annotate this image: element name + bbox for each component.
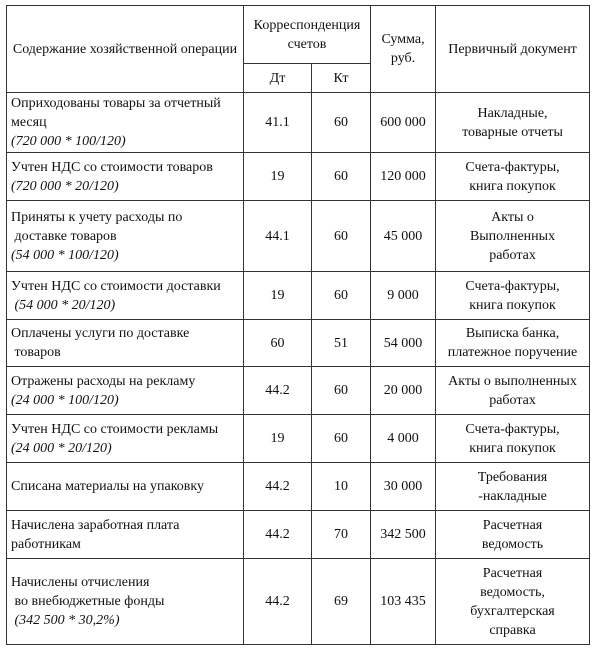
primary-document: [436, 559, 590, 645]
operation-cell: [7, 415, 244, 463]
calculation-formula: (54 000 * 100/120): [11, 247, 119, 263]
operation-cell: [7, 320, 244, 367]
primary-document: [436, 415, 590, 463]
document-text: Счета-фактуры,: [465, 278, 560, 294]
document-text: Счета-фактуры,: [465, 159, 560, 175]
calculation-formula: (24 000 * 100/120): [11, 392, 119, 408]
document-text: Выписка банка,: [465, 326, 560, 341]
document-text: платежное поручение: [447, 345, 578, 360]
table-row: [7, 93, 590, 153]
operation-cell: [7, 559, 244, 645]
calculation-formula: (24 000 * 20/120): [11, 440, 112, 456]
amount: 103 435: [371, 559, 436, 645]
document-text: книга покупок: [469, 297, 556, 313]
operation-cell: [7, 153, 244, 201]
operation-text: Оприходованы товары за отчетный: [11, 96, 221, 111]
amount: 4 000: [371, 415, 436, 463]
document-text: бухгалтерская: [470, 603, 555, 619]
table-row: [7, 201, 590, 272]
primary-document: [436, 93, 590, 153]
document-text: работах: [489, 392, 536, 408]
document-text: книга покупок: [469, 178, 556, 194]
debit-account: 19: [244, 153, 312, 201]
table-row: [7, 367, 590, 415]
primary-document: [436, 320, 590, 367]
operation-text: Оплачены услуги по доставке: [11, 326, 190, 341]
calculation-formula: (342 500 * 30,2%): [11, 613, 120, 628]
calculation-formula: (720 000 * 20/120): [11, 178, 119, 194]
credit-account: 10: [312, 463, 371, 511]
debit-account: 44.2: [244, 367, 312, 415]
debit-account: 44.2: [244, 511, 312, 559]
document-text: Выполненных: [469, 228, 556, 244]
credit-account: 60: [312, 272, 371, 320]
table-row: [7, 153, 590, 201]
header-debit: Дт: [244, 64, 312, 93]
header-document: Первичный документ: [436, 6, 590, 93]
document-text: Расчетная: [482, 517, 543, 533]
primary-document: [436, 153, 590, 201]
credit-account: 60: [312, 153, 371, 201]
amount: 9 000: [371, 272, 436, 320]
table-row: [7, 463, 590, 511]
credit-account: 60: [312, 415, 371, 463]
debit-account: 19: [244, 415, 312, 463]
table-row: [7, 511, 590, 559]
document-text: Акты о выполненных: [448, 373, 577, 389]
table-row: [7, 320, 590, 367]
document-text: товарные отчеты: [462, 124, 563, 140]
debit-account: 44.2: [244, 559, 312, 645]
document-text: Накладные,: [477, 105, 548, 121]
operation-text: Приняты к учету расходы по: [11, 209, 183, 225]
accounting-entries-table: [6, 5, 590, 645]
document-text: ведомость: [481, 536, 544, 552]
debit-account: 41.1: [244, 93, 312, 153]
credit-account: 60: [312, 201, 371, 272]
primary-document: [436, 367, 590, 415]
table-row: [7, 559, 590, 645]
operation-cell: [7, 463, 244, 511]
operation-text: во внебюджетные фонды: [11, 594, 165, 609]
amount: 600 000: [371, 93, 436, 153]
amount: 45 000: [371, 201, 436, 272]
primary-document: [436, 272, 590, 320]
credit-account: 60: [312, 93, 371, 153]
amount: 20 000: [371, 367, 436, 415]
document-text: книга покупок: [469, 440, 556, 456]
header-credit: Кт: [312, 64, 371, 93]
document-text: Акты о: [491, 209, 534, 225]
header-operation: Содержание хозяйственной операции: [7, 6, 244, 93]
debit-account: 60: [244, 320, 312, 367]
document-text: ведомость,: [480, 584, 545, 600]
operation-cell: [7, 272, 244, 320]
credit-account: 70: [312, 511, 371, 559]
table-row: [7, 415, 590, 463]
operation-text: Начислена заработная плата: [11, 517, 180, 533]
document-text: Счета-фактуры,: [465, 421, 560, 437]
header-correspondence: Корреспонденция счетов: [244, 6, 371, 64]
operation-text: работникам: [11, 536, 81, 552]
header-amount: Сумма, руб.: [371, 6, 436, 93]
operation-text: Учтен НДС со стоимости рекламы: [11, 421, 219, 437]
document-text: справка: [489, 622, 536, 638]
operation-cell: [7, 201, 244, 272]
operation-text: доставке товаров: [11, 228, 117, 244]
operation-text: товаров: [11, 345, 61, 360]
operation-text: Начислены отчисления: [11, 575, 150, 590]
operation-text: Отражены расходы на рекламу: [11, 373, 196, 389]
amount: 120 000: [371, 153, 436, 201]
primary-document: [436, 201, 590, 272]
document-text: -накладные: [478, 488, 547, 504]
operation-cell: [7, 367, 244, 415]
operation-cell: [7, 511, 244, 559]
calculation-formula: (54 000 * 20/120): [11, 297, 116, 313]
table-body: [7, 93, 590, 645]
amount: 30 000: [371, 463, 436, 511]
credit-account: 60: [312, 367, 371, 415]
operation-cell: [7, 93, 244, 153]
credit-account: 51: [312, 320, 371, 367]
primary-document: [436, 463, 590, 511]
table-row: [7, 272, 590, 320]
document-text: Расчетная: [482, 565, 543, 581]
document-text: работах: [489, 247, 536, 263]
operation-text: Учтен НДС со стоимости товаров: [11, 159, 213, 175]
debit-account: 19: [244, 272, 312, 320]
amount: 342 500: [371, 511, 436, 559]
primary-document: [436, 511, 590, 559]
credit-account: 69: [312, 559, 371, 645]
operation-text: месяц: [11, 115, 47, 130]
operation-text: Учтен НДС со стоимости доставки: [11, 278, 221, 294]
document-text: Требования: [477, 469, 548, 485]
debit-account: 44.1: [244, 201, 312, 272]
calculation-formula: (720 000 * 100/120): [11, 134, 126, 149]
amount: 54 000: [371, 320, 436, 367]
debit-account: 44.2: [244, 463, 312, 511]
operation-text: Списана материалы на упаковку: [11, 479, 205, 494]
